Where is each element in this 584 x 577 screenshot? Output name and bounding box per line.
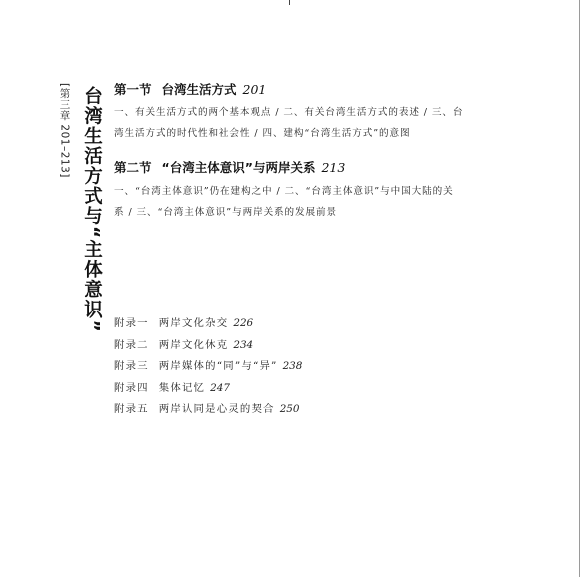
appendix-page: 238 <box>282 360 303 372</box>
section-2-description <box>114 181 470 223</box>
appendix-title: 两岸媒体的“同”与“异” <box>158 360 278 372</box>
appendix-item-2[interactable] <box>114 335 302 357</box>
section-1-desc-line-1: 一、有关生活方式的两个基本观点 / 二、有关台湾生活方式的表述 / 三、台 <box>114 107 464 118</box>
appendix-page: 247 <box>210 381 230 394</box>
chapter-title: 台湾生活方式与“主体意识” <box>81 86 103 334</box>
appendix-item-3[interactable] <box>114 356 302 378</box>
appendix-title: 两岸文化休克 <box>158 338 229 351</box>
appendix-title: 两岸认同是心灵的契合 <box>158 403 275 415</box>
page-edge-line <box>579 0 580 577</box>
section-2-page: 213 <box>321 160 346 175</box>
section-1-description <box>114 102 470 144</box>
appendix-label: 附录五 <box>114 403 149 415</box>
appendix-page: 250 <box>279 403 300 415</box>
appendix-item-1[interactable] <box>114 313 302 335</box>
appendix-item-5[interactable] <box>114 399 302 421</box>
appendix-label: 附录一 <box>114 317 149 329</box>
section-1-heading[interactable] <box>114 82 266 98</box>
chapter-page-range: [第三章 201–213] <box>58 83 71 178</box>
section-1-desc-line-2: 湾生活方式的时代性和社会性 / 四、建构“台湾生活方式”的意图 <box>114 128 411 139</box>
section-1-page: 201 <box>242 82 267 97</box>
section-2-number: 第二节 <box>114 160 152 175</box>
section-2-desc-line-1: 一、“台湾主体意识”仍在建构之中 / 二、“台湾主体意识”与中国大陆的关 <box>114 186 454 197</box>
appendix-label: 附录四 <box>114 381 149 394</box>
appendix-label: 附录三 <box>114 360 149 372</box>
appendix-list <box>114 313 302 421</box>
appendix-title: 集体记忆 <box>158 381 206 394</box>
top-crop-mark <box>289 0 290 5</box>
appendix-page: 234 <box>233 338 254 351</box>
appendix-page: 226 <box>233 317 254 329</box>
section-2-title: “台湾主体意识”与两岸关系 <box>161 160 316 175</box>
section-2-heading[interactable] <box>114 160 345 176</box>
appendix-label: 附录二 <box>114 338 149 351</box>
section-1-number: 第一节 <box>114 82 152 97</box>
section-2-desc-line-2: 系 / 三、“台湾主体意识”与两岸关系的发展前景 <box>114 207 338 218</box>
appendix-item-4[interactable] <box>114 378 302 400</box>
section-1-title: 台湾生活方式 <box>161 82 237 97</box>
appendix-title: 两岸文化杂交 <box>158 317 229 329</box>
